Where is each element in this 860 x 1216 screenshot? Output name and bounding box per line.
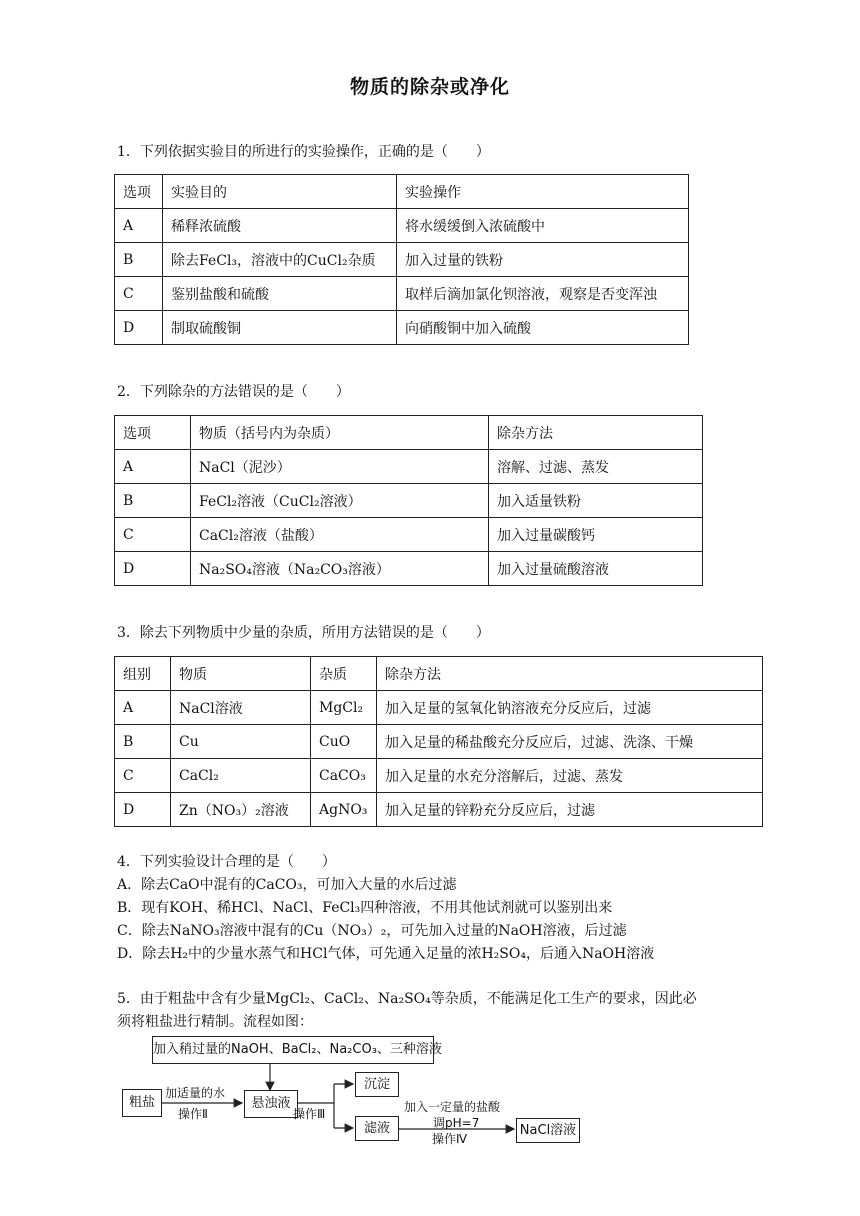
table-cell: 加入足量的锌粉充分反应后，过滤: [377, 793, 763, 827]
table-cell: MgCl₂: [311, 691, 377, 725]
table-header-cell: 组别: [115, 657, 171, 691]
question-1-stem: 1．下列依据实验目的所进行的实验操作，正确的是（ ）: [117, 144, 490, 160]
table-cell: NaCl溶液: [171, 691, 311, 725]
operation-3-label: 操作Ⅲ: [293, 1107, 326, 1121]
suspension-box: 悬浊液: [244, 1090, 298, 1118]
table-row: [115, 691, 763, 725]
table-row: [115, 277, 689, 311]
table-cell: 向硝酸铜中加入硫酸: [397, 311, 689, 345]
option-c: C．除去NaNO₃溶液中混有的Cu（NO₃）₂，可先加入过量的NaOH溶液，后过滤: [117, 923, 627, 939]
question-1-table: [114, 174, 689, 345]
operation-4-label: 操作Ⅳ: [432, 1132, 468, 1146]
table-cell: B: [115, 243, 163, 277]
table-row: [115, 311, 689, 345]
table-cell: 加入足量的水充分溶解后，过滤、蒸发: [377, 759, 763, 793]
table-header-cell: 物质（括号内为杂质）: [191, 416, 489, 450]
table-cell: Zn（NO₃）₂溶液: [171, 793, 311, 827]
table-cell: FeCl₂溶液（CuCl₂溶液）: [191, 484, 489, 518]
table-row: [115, 725, 763, 759]
table-cell: 稀释浓硫酸: [163, 209, 397, 243]
table-cell: 溶解、过滤、蒸发: [489, 450, 703, 484]
acid-label: 加入一定量的盐酸: [404, 1100, 501, 1114]
table-cell: 加入过量碳酸钙: [489, 518, 703, 552]
table-row: [115, 243, 689, 277]
precipitate-box: 沉淀: [355, 1072, 399, 1097]
table-cell: CaCl₂溶液（盐酸）: [191, 518, 489, 552]
table-cell: B: [115, 725, 171, 759]
table-row: [115, 450, 703, 484]
water-label: 加适量的水: [165, 1086, 226, 1100]
table-row: [115, 793, 763, 827]
option-a: A．除去CaO中混有的CaCO₃，可加入大量的水后过滤: [117, 877, 457, 893]
table-header-cell: 除杂方法: [489, 416, 703, 450]
table-cell: 加入过量硫酸溶液: [489, 552, 703, 586]
product-box: NaCl溶液: [516, 1118, 580, 1143]
reagents-box: 加入稍过量的NaOH、BaCl₂、Na₂CO₃、三种溶液: [152, 1036, 434, 1064]
crude-salt-box: 粗盐: [122, 1089, 162, 1117]
table-cell: B: [115, 484, 191, 518]
table-cell: CaCl₂: [171, 759, 311, 793]
table-cell: 加入适量铁粉: [489, 484, 703, 518]
table-header-cell: 除杂方法: [377, 657, 763, 691]
table-cell: 加入足量的稀盐酸充分反应后，过滤、洗涤、干燥: [377, 725, 763, 759]
table-cell: 取样后滴加氯化钡溶液，观察是否变浑浊: [397, 277, 689, 311]
table-cell: D: [115, 311, 163, 345]
table-cell: C: [115, 277, 163, 311]
table-header-row: [115, 416, 703, 450]
table-header-cell: 选项: [115, 416, 191, 450]
table-cell: Cu: [171, 725, 311, 759]
operation-2-label: 操作Ⅱ: [178, 1107, 208, 1121]
table-row: [115, 552, 703, 586]
option-d: D．除去H₂中的少量水蒸气和HCl气体，可先通入足量的浓H₂SO₄，后通入NaOH溶液: [117, 946, 655, 962]
table-row: [115, 209, 689, 243]
table-row: [115, 518, 703, 552]
table-cell: 鉴别盐酸和硫酸: [163, 277, 397, 311]
table-row: [115, 759, 763, 793]
table-row: [115, 484, 703, 518]
table-cell: 加入足量的氢氧化钠溶液充分反应后，过滤: [377, 691, 763, 725]
page-title: 物质的除杂或净化: [349, 76, 510, 98]
ph-label: 调pH=7: [433, 1116, 480, 1130]
table-cell: A: [115, 691, 171, 725]
question-5-line-2: 须将粗盐进行精制。流程如图：: [117, 1014, 313, 1030]
table-cell: D: [115, 552, 191, 586]
table-header-row: [115, 175, 689, 209]
table-cell: 除去FeCl₃，溶液中的CuCl₂杂质: [163, 243, 397, 277]
table-cell: NaCl（泥沙）: [191, 450, 489, 484]
table-cell: 加入过量的铁粉: [397, 243, 689, 277]
table-cell: C: [115, 518, 191, 552]
table-cell: CaCO₃: [311, 759, 377, 793]
question-2-table: [114, 415, 703, 586]
table-header-cell: 物质: [171, 657, 311, 691]
filtrate-box: 滤液: [355, 1116, 399, 1141]
question-4-stem: 4．下列实验设计合理的是（ ）: [117, 854, 336, 870]
question-3-table: [114, 656, 763, 827]
table-cell: 制取硫酸铜: [163, 311, 397, 345]
table-cell: AgNO₃: [311, 793, 377, 827]
question-2-stem: 2．下列除杂的方法错误的是（ ）: [117, 384, 350, 400]
question-3-stem: 3．除去下列物质中少量的杂质，所用方法错误的是（ ）: [117, 625, 490, 641]
table-cell: A: [115, 209, 163, 243]
table-header-row: [115, 657, 763, 691]
table-cell: A: [115, 450, 191, 484]
table-cell: Na₂SO₄溶液（Na₂CO₃溶液）: [191, 552, 489, 586]
option-b: B．现有KOH、稀HCl、NaCl、FeCl₃四种溶液，不用其他试剂就可以鉴别出来: [117, 900, 613, 916]
table-header-cell: 杂质: [311, 657, 377, 691]
table-cell: D: [115, 793, 171, 827]
table-header-cell: 实验操作: [397, 175, 689, 209]
table-cell: CuO: [311, 725, 377, 759]
table-header-cell: 实验目的: [163, 175, 397, 209]
table-cell: C: [115, 759, 171, 793]
table-header-cell: 选项: [115, 175, 163, 209]
table-cell: 将水缓缓倒入浓硫酸中: [397, 209, 689, 243]
question-5-line-1: 5．由于粗盐中含有少量MgCl₂、CaCl₂、Na₂SO₄等杂质，不能满足化工生产的要求，因此必: [117, 991, 697, 1007]
